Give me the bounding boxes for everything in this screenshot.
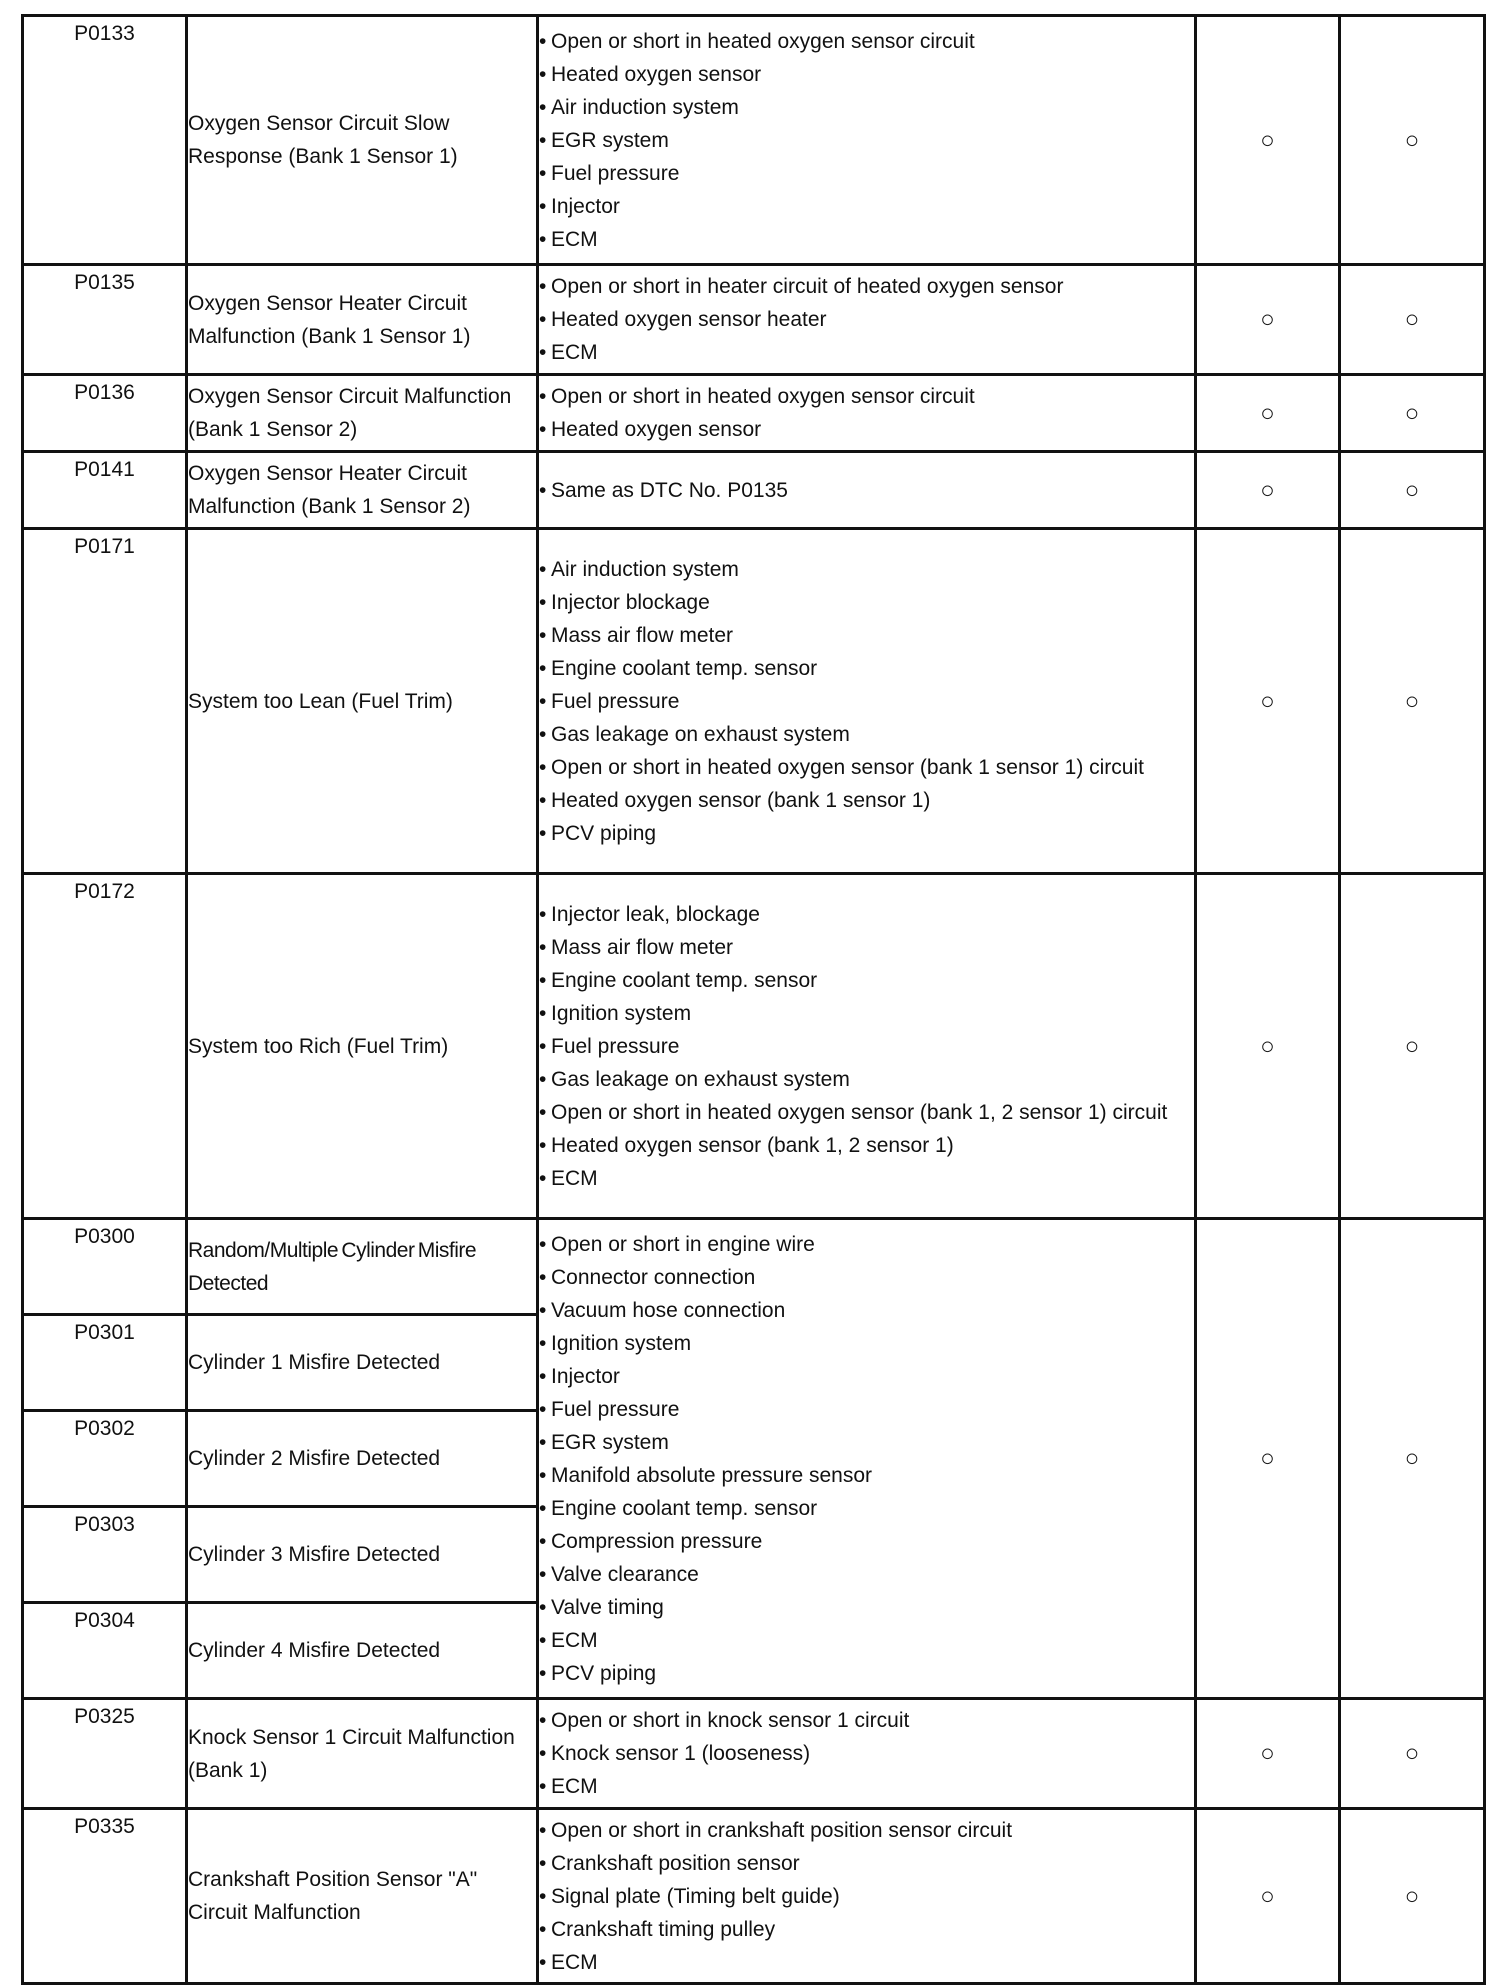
mark-cell-a (1196, 452, 1340, 529)
dtc-causes (538, 1809, 1196, 1984)
cause-item: • Connector connection (539, 1261, 1194, 1294)
dtc-description: Crankshaft Position Sensor "A" Circuit Malfunction (187, 1809, 538, 1984)
cause-item: • Compression pressure (539, 1525, 1194, 1558)
cause-list (539, 270, 1194, 369)
circle-mark: ○ (1260, 1032, 1275, 1060)
cause-item: • Open or short in heated oxygen sensor circuit (539, 25, 1194, 58)
mark-cell-b (1340, 1219, 1485, 1699)
cause-item: • Engine coolant temp. sensor (539, 964, 1194, 997)
circle-mark: ○ (1404, 1445, 1420, 1472)
table-row (23, 1699, 1485, 1809)
cause-item: • Heated oxygen sensor (539, 58, 1194, 91)
circle-mark: ○ (1260, 126, 1275, 154)
cause-item: • EGR system (539, 1426, 1194, 1459)
dtc-description: Cylinder 4 Misfire Detected (187, 1603, 538, 1699)
cause-item: • Mass air flow meter (539, 931, 1194, 964)
cause-item: • Crankshaft timing pulley (539, 1913, 1194, 1946)
circle-mark: ○ (1260, 1445, 1275, 1472)
circle-mark: ○ (1404, 399, 1420, 427)
circle-mark: ○ (1260, 306, 1275, 333)
mark-cell-b (1340, 265, 1485, 375)
cause-item: • Knock sensor 1 (looseness) (539, 1737, 1194, 1770)
circle-mark: ○ (1404, 1882, 1420, 1910)
cause-item: • Heated oxygen sensor (bank 1, 2 sensor 1) (539, 1129, 1194, 1162)
cause-item: • Fuel pressure (539, 685, 1194, 718)
cause-list (539, 25, 1194, 256)
dtc-description: Oxygen Sensor Circuit Slow Response (Bank 1 Sensor 1) (187, 16, 538, 265)
cause-item: • Fuel pressure (539, 157, 1194, 190)
cause-item: • Heated oxygen sensor heater (539, 303, 1194, 336)
mark-cell-a (1196, 1809, 1340, 1984)
dtc-causes (538, 874, 1196, 1219)
dtc-code: P0141 (23, 452, 187, 529)
cause-item: • Same as DTC No. P0135 (539, 474, 1194, 507)
cause-list (539, 1228, 1194, 1690)
dtc-causes (538, 452, 1196, 529)
circle-mark: ○ (1404, 476, 1420, 504)
circle-mark: ○ (1404, 306, 1420, 333)
cause-item: • PCV piping (539, 817, 1194, 850)
mark-cell-b (1340, 1699, 1485, 1809)
table-row (23, 452, 1485, 529)
cause-item: • ECM (539, 223, 1194, 256)
cause-item: • Injector (539, 1360, 1194, 1393)
cause-item: • Open or short in engine wire (539, 1228, 1194, 1261)
cause-list (539, 1814, 1194, 1979)
circle-mark: ○ (1260, 687, 1275, 715)
dtc-description: System too Rich (Fuel Trim) (187, 874, 538, 1219)
cause-item: • PCV piping (539, 1657, 1194, 1690)
cause-item: • Fuel pressure (539, 1030, 1194, 1063)
cause-item: • Open or short in heated oxygen sensor (bank 1 sensor 1) circuit (539, 751, 1194, 784)
dtc-causes (538, 1699, 1196, 1809)
dtc-causes (538, 265, 1196, 375)
cause-item: • EGR system (539, 124, 1194, 157)
cause-item: • Air induction system (539, 553, 1194, 586)
circle-mark: ○ (1260, 1882, 1275, 1910)
cause-item: • Crankshaft position sensor (539, 1847, 1194, 1880)
cause-item: • Injector leak, blockage (539, 898, 1194, 931)
cause-item: • Manifold absolute pressure sensor (539, 1459, 1194, 1492)
cause-item: • Open or short in heated oxygen sensor circuit (539, 380, 1194, 413)
dtc-code: P0136 (23, 375, 187, 452)
cause-item: • Vacuum hose connection (539, 1294, 1194, 1327)
dtc-code: P0335 (23, 1809, 187, 1984)
circle-mark: ○ (1260, 476, 1275, 504)
dtc-description: Oxygen Sensor Heater Circuit Malfunction (Bank 1 Sensor 2) (187, 452, 538, 529)
dtc-description: Oxygen Sensor Heater Circuit Malfunction (Bank 1 Sensor 1) (187, 265, 538, 375)
mark-cell-b (1340, 16, 1485, 265)
cause-item: • ECM (539, 1624, 1194, 1657)
dtc-description: Oxygen Sensor Circuit Malfunction (Bank 1 Sensor 2) (187, 375, 538, 452)
circle-mark: ○ (1260, 399, 1275, 427)
cause-item: • Gas leakage on exhaust system (539, 718, 1194, 751)
dtc-causes (538, 375, 1196, 452)
cause-item: • Open or short in crankshaft position sensor circuit (539, 1814, 1194, 1847)
cause-item: • Open or short in heater circuit of heated oxygen sensor (539, 270, 1194, 303)
dtc-code: P0172 (23, 874, 187, 1219)
circle-mark: ○ (1404, 1032, 1420, 1060)
mark-cell-a (1196, 874, 1340, 1219)
cause-list (539, 553, 1194, 850)
cause-item: • ECM (539, 336, 1194, 369)
mark-cell-b (1340, 1809, 1485, 1984)
dtc-description: Cylinder 3 Misfire Detected (187, 1507, 538, 1603)
mark-cell-a (1196, 16, 1340, 265)
cause-item: • Open or short in knock sensor 1 circuit (539, 1704, 1194, 1737)
cause-item: • Ignition system (539, 997, 1194, 1030)
mark-cell-a (1196, 529, 1340, 874)
table-row (23, 529, 1485, 874)
mark-cell-b (1340, 874, 1485, 1219)
dtc-code: P0135 (23, 265, 187, 375)
dtc-description: Cylinder 2 Misfire Detected (187, 1411, 538, 1507)
circle-mark: ○ (1404, 126, 1420, 154)
dtc-description: Random/Multiple Cylinder Misfire Detected (187, 1219, 538, 1315)
dtc-code: P0304 (23, 1603, 187, 1699)
mark-cell-b (1340, 375, 1485, 452)
dtc-code: P0303 (23, 1507, 187, 1603)
cause-item: • Engine coolant temp. sensor (539, 1492, 1194, 1525)
cause-item: • ECM (539, 1946, 1194, 1979)
cause-item: • Mass air flow meter (539, 619, 1194, 652)
dtc-causes (538, 1219, 1196, 1699)
cause-item: • Ignition system (539, 1327, 1194, 1360)
circle-mark: ○ (1404, 1740, 1420, 1767)
cause-item: • Signal plate (Timing belt guide) (539, 1880, 1194, 1913)
cause-item: • Gas leakage on exhaust system (539, 1063, 1194, 1096)
cause-list (539, 1704, 1194, 1803)
cause-item: • ECM (539, 1162, 1194, 1195)
cause-list (539, 474, 1194, 507)
cause-item: • Valve timing (539, 1591, 1194, 1624)
mark-cell-a (1196, 1219, 1340, 1699)
circle-mark: ○ (1404, 687, 1420, 715)
mark-cell-a (1196, 375, 1340, 452)
cause-item: • ECM (539, 1770, 1194, 1803)
cause-item: • Air induction system (539, 91, 1194, 124)
cause-item: • Valve clearance (539, 1558, 1194, 1591)
dtc-description: System too Lean (Fuel Trim) (187, 529, 538, 874)
table-row (23, 1219, 1485, 1315)
table-row (23, 265, 1485, 375)
dtc-code: P0301 (23, 1315, 187, 1411)
table-row (23, 16, 1485, 265)
dtc-table (21, 14, 1486, 1985)
cause-list (539, 380, 1194, 446)
table-row (23, 874, 1485, 1219)
cause-item: • Heated oxygen sensor (539, 413, 1194, 446)
dtc-code: P0133 (23, 16, 187, 265)
mark-cell-b (1340, 452, 1485, 529)
dtc-code: P0302 (23, 1411, 187, 1507)
dtc-code: P0171 (23, 529, 187, 874)
cause-item: • Injector (539, 190, 1194, 223)
cause-item: • Injector blockage (539, 586, 1194, 619)
dtc-code: P0325 (23, 1699, 187, 1809)
dtc-causes (538, 529, 1196, 874)
dtc-code: P0300 (23, 1219, 187, 1315)
table-row (23, 375, 1485, 452)
mark-cell-a (1196, 265, 1340, 375)
dtc-description: Cylinder 1 Misfire Detected (187, 1315, 538, 1411)
mark-cell-b (1340, 529, 1485, 874)
cause-list (539, 898, 1194, 1195)
dtc-causes (538, 16, 1196, 265)
circle-mark: ○ (1260, 1740, 1275, 1767)
cause-item: • Open or short in heated oxygen sensor (bank 1, 2 sensor 1) circuit (539, 1096, 1194, 1129)
cause-item: • Engine coolant temp. sensor (539, 652, 1194, 685)
dtc-description: Knock Sensor 1 Circuit Malfunction (Bank 1) (187, 1699, 538, 1809)
table-row (23, 1809, 1485, 1984)
cause-item: • Heated oxygen sensor (bank 1 sensor 1) (539, 784, 1194, 817)
mark-cell-a (1196, 1699, 1340, 1809)
cause-item: • Fuel pressure (539, 1393, 1194, 1426)
